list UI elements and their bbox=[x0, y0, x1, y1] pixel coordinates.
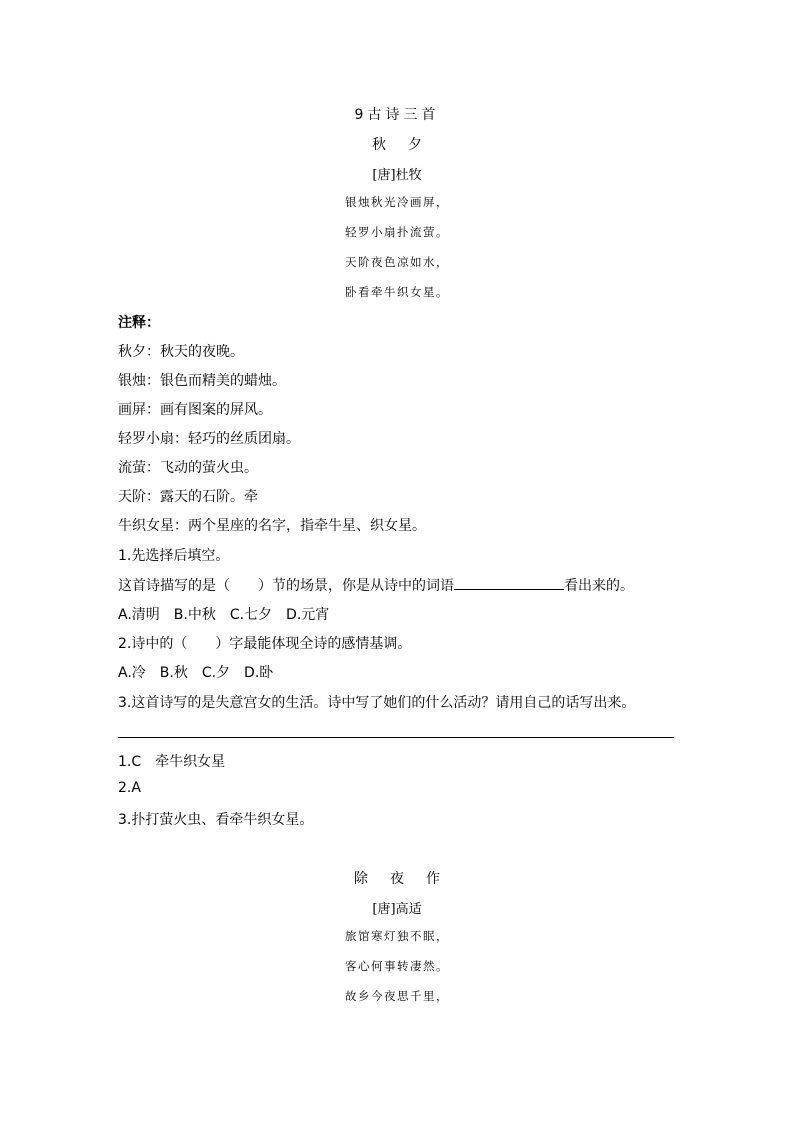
poem-line: 天阶夜色凉如水， bbox=[345, 255, 449, 269]
answer-item: 2.A bbox=[118, 780, 141, 796]
question-2: 2.诗中的（ ）字最能体现全诗的感情基调。 bbox=[118, 636, 412, 652]
answer-item: 3.扑打萤火虫、看牵牛织女星。 bbox=[118, 812, 314, 828]
poem-line: 轻罗小扇扑流萤。 bbox=[345, 225, 449, 239]
lesson-heading: 9古诗三首 bbox=[354, 107, 440, 123]
note-item: 轻罗小扇：轻巧的丝质团扇。 bbox=[118, 431, 300, 447]
note-item: 画屏：画有图案的屏风。 bbox=[118, 402, 272, 418]
poem-line: 银烛秋光冷画屏， bbox=[345, 195, 449, 209]
answer-blank bbox=[454, 577, 564, 590]
poem-line: 卧看牵牛织女星。 bbox=[345, 285, 449, 299]
question-1: 1.先选择后填空。 bbox=[118, 548, 230, 564]
divider bbox=[118, 737, 674, 738]
question-1-text-b: 看出来的。 bbox=[564, 578, 634, 594]
notes-label: 注释： bbox=[118, 315, 160, 331]
poem-author: [唐]杜牧 bbox=[372, 168, 422, 183]
note-item: 流萤：飞动的萤火虫。 bbox=[118, 460, 258, 476]
note-item: 秋夕：秋天的夜晚。 bbox=[118, 344, 244, 360]
poem-2-title: 除夜作 bbox=[354, 871, 462, 887]
poem-2-author: [唐]高适 bbox=[372, 902, 422, 917]
question-1-options: A.清明 B.中秋 C.七夕 D.元宵 bbox=[118, 607, 330, 623]
poem-2-line: 客心何事转凄然。 bbox=[345, 959, 449, 973]
note-item: 牛织女星：两个星座的名字，指牵牛星、织女星。 bbox=[118, 518, 426, 534]
answer-item: 1.C 牵牛织女星 bbox=[118, 754, 226, 770]
poem-2-line: 旅馆寒灯独不眠， bbox=[345, 929, 449, 943]
poem-2-line: 故乡今夜思千里， bbox=[345, 989, 449, 1003]
question-2-options: A.冷 B.秋 C.夕 D.卧 bbox=[118, 665, 274, 681]
poem-title: 秋夕 bbox=[372, 137, 444, 153]
question-1-text bbox=[118, 575, 634, 595]
note-item: 银烛：银色而精美的蜡烛。 bbox=[118, 373, 286, 389]
note-item: 天阶：露天的石阶。牵 bbox=[118, 489, 258, 505]
question-1-text-a: 这首诗描写的是（ ）节的场景，你是从诗中的词语 bbox=[118, 578, 454, 594]
question-3: 3.这首诗写的是失意宫女的生活。诗中写了她们的什么活动？请用自己的话写出来。 bbox=[118, 695, 636, 711]
